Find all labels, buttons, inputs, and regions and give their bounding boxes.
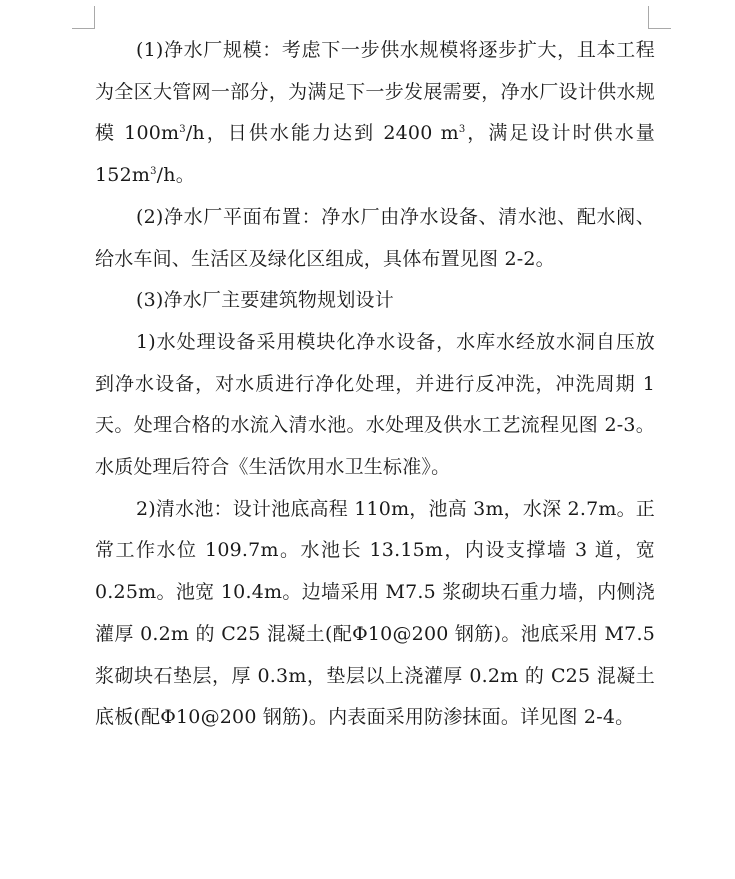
paragraph-plant-layout: (2)净水厂平面布置：净水厂由净水设备、清水池、配水阀、给水车间、生活区及绿化区组成，具体布置见图 2-2。 xyxy=(95,205,655,270)
crop-mark-top-left xyxy=(72,6,95,29)
paragraph-text: ，满足设计时供水量 152m xyxy=(95,122,655,187)
document-body xyxy=(95,30,655,739)
paragraph-text: /h。 xyxy=(156,164,195,187)
paragraph-treatment-equipment: 1)水处理设备采用模块化净水设备，水库水经放水洞自压放到净水设备，对水质进行净化处理，并进行反冲洗，冲洗周期 1 天。处理合格的水流入清水池。水处理及供水工艺流程见图 2-3。水质处理后符合《生活饮用水卫生标准》。 xyxy=(95,330,655,479)
crop-mark-top-right xyxy=(648,6,671,29)
paragraph-buildings-heading: (3)净水厂主要建筑物规划设计 xyxy=(136,289,394,312)
paragraph-text: (1)净水厂规模：考虑下一步供水规模将逐步扩大，且本工程为全区大管网一部分，为满足下一步发展需要，净水厂设计供水规模 100m xyxy=(95,39,655,145)
paragraph-text: /h，日供水能力达到 2400 m xyxy=(185,122,459,145)
paragraph-plant-scale xyxy=(95,30,655,197)
superscript-3: 3 xyxy=(458,124,466,136)
superscript-3: 3 xyxy=(150,166,157,178)
superscript-3: 3 xyxy=(179,124,186,136)
paragraph-clear-water-tank: 2)清水池：设计池底高程 110m，池高 3m，水深 2.7m。正常工作水位 109.7m。水池长 13.15m，内设支撑墙 3 道，宽 0.25m。池宽 10.4m。边墙采用 M7.5 浆砌块石重力墙，内侧浇灌厚 0.2m 的 C25 混凝土(配Φ10@200 钢筋)。池底采用 M7.5 浆砌块石垫层，厚 0.3m，垫层以上浇灌厚 0.2m 的 C25 混凝土底板(配Φ10@200 钢筋)。内表面采用防渗抹面。详见图 2-4。 xyxy=(95,497,655,729)
